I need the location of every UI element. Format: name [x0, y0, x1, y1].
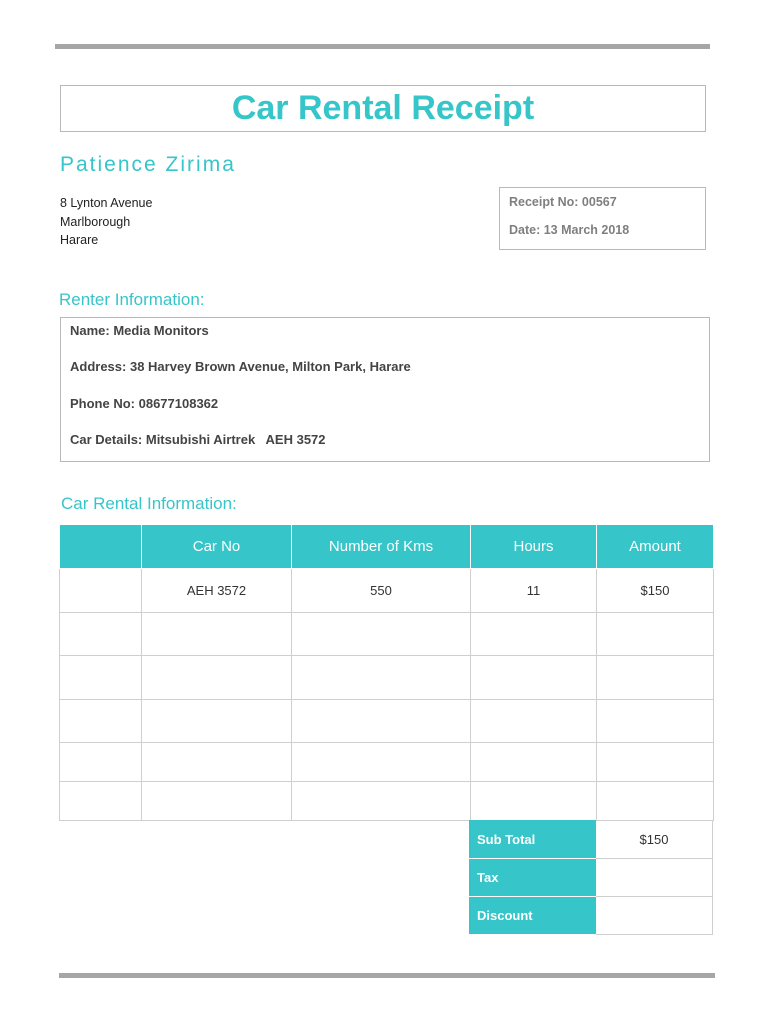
table-cell	[292, 782, 471, 821]
table-row	[60, 613, 714, 656]
table-cell	[60, 569, 142, 613]
table-cell	[471, 613, 597, 656]
company-address-line: 8 Lynton Avenue	[60, 196, 153, 210]
company-address-line: Marlborough	[60, 215, 131, 229]
top-divider	[55, 44, 710, 49]
receipt-date: Date: 13 March 2018	[509, 223, 630, 237]
table-cell	[471, 743, 597, 782]
table-cell	[471, 700, 597, 743]
table-cell	[292, 700, 471, 743]
table-cell	[292, 613, 471, 656]
discount-value	[596, 897, 713, 935]
table-cell: 11	[471, 569, 597, 613]
table-row	[60, 743, 714, 782]
subtotal-label: Sub Total	[470, 821, 596, 859]
page-title: Car Rental Receipt	[231, 89, 535, 127]
discount-label: Discount	[470, 897, 596, 935]
column-header: Car No	[142, 525, 292, 569]
table-cell	[597, 782, 714, 821]
renter-name: Name: Media Monitors	[70, 323, 209, 338]
table-cell	[471, 782, 597, 821]
renter-phone: Phone No: 08677108362	[70, 396, 219, 411]
table-cell	[142, 613, 292, 656]
receipt-info-box	[499, 187, 706, 250]
receipt-number: Receipt No: 00567	[509, 195, 617, 209]
column-header	[60, 525, 142, 569]
table-cell: $150	[597, 569, 714, 613]
tax-label: Tax	[470, 859, 596, 897]
table-header-row	[60, 525, 714, 569]
title-box	[60, 85, 706, 132]
table-cell	[60, 743, 142, 782]
company-address-line: Harare	[60, 233, 99, 247]
table-cell	[292, 743, 471, 782]
renter-car-details: Car Details: Mitsubishi Airtrek AEH 3572	[70, 432, 326, 447]
column-header: Amount	[597, 525, 714, 569]
subtotal-value: $150	[596, 821, 713, 859]
table-cell	[597, 656, 714, 700]
table-cell: 550	[292, 569, 471, 613]
table-cell	[471, 656, 597, 700]
table-cell	[60, 613, 142, 656]
renter-info-heading: Renter Information:	[59, 290, 205, 309]
column-header: Number of Kms	[292, 525, 471, 569]
company-name: Patience Zirima	[60, 153, 236, 176]
discount-row	[470, 897, 713, 935]
renter-address: Address: 38 Harvey Brown Avenue, Milton Park, Harare	[70, 359, 411, 374]
table-cell	[597, 613, 714, 656]
table-cell: AEH 3572	[142, 569, 292, 613]
table-cell	[142, 656, 292, 700]
table-cell	[60, 700, 142, 743]
table-row	[60, 782, 714, 821]
tax-value	[596, 859, 713, 897]
table-cell	[292, 656, 471, 700]
table-cell	[142, 743, 292, 782]
rental-info-heading: Car Rental Information:	[61, 494, 237, 513]
bottom-divider	[59, 973, 715, 978]
table-cell	[142, 782, 292, 821]
table-row	[60, 569, 714, 613]
table-cell	[60, 656, 142, 700]
rental-table	[59, 524, 714, 821]
renter-info-box	[60, 317, 710, 462]
subtotal-row	[470, 821, 713, 859]
table-cell	[60, 782, 142, 821]
table-cell	[597, 743, 714, 782]
table-row	[60, 700, 714, 743]
column-header: Hours	[471, 525, 597, 569]
tax-row	[470, 859, 713, 897]
table-cell	[597, 700, 714, 743]
table-cell	[142, 700, 292, 743]
table-row	[60, 656, 714, 700]
totals-table	[469, 820, 713, 935]
